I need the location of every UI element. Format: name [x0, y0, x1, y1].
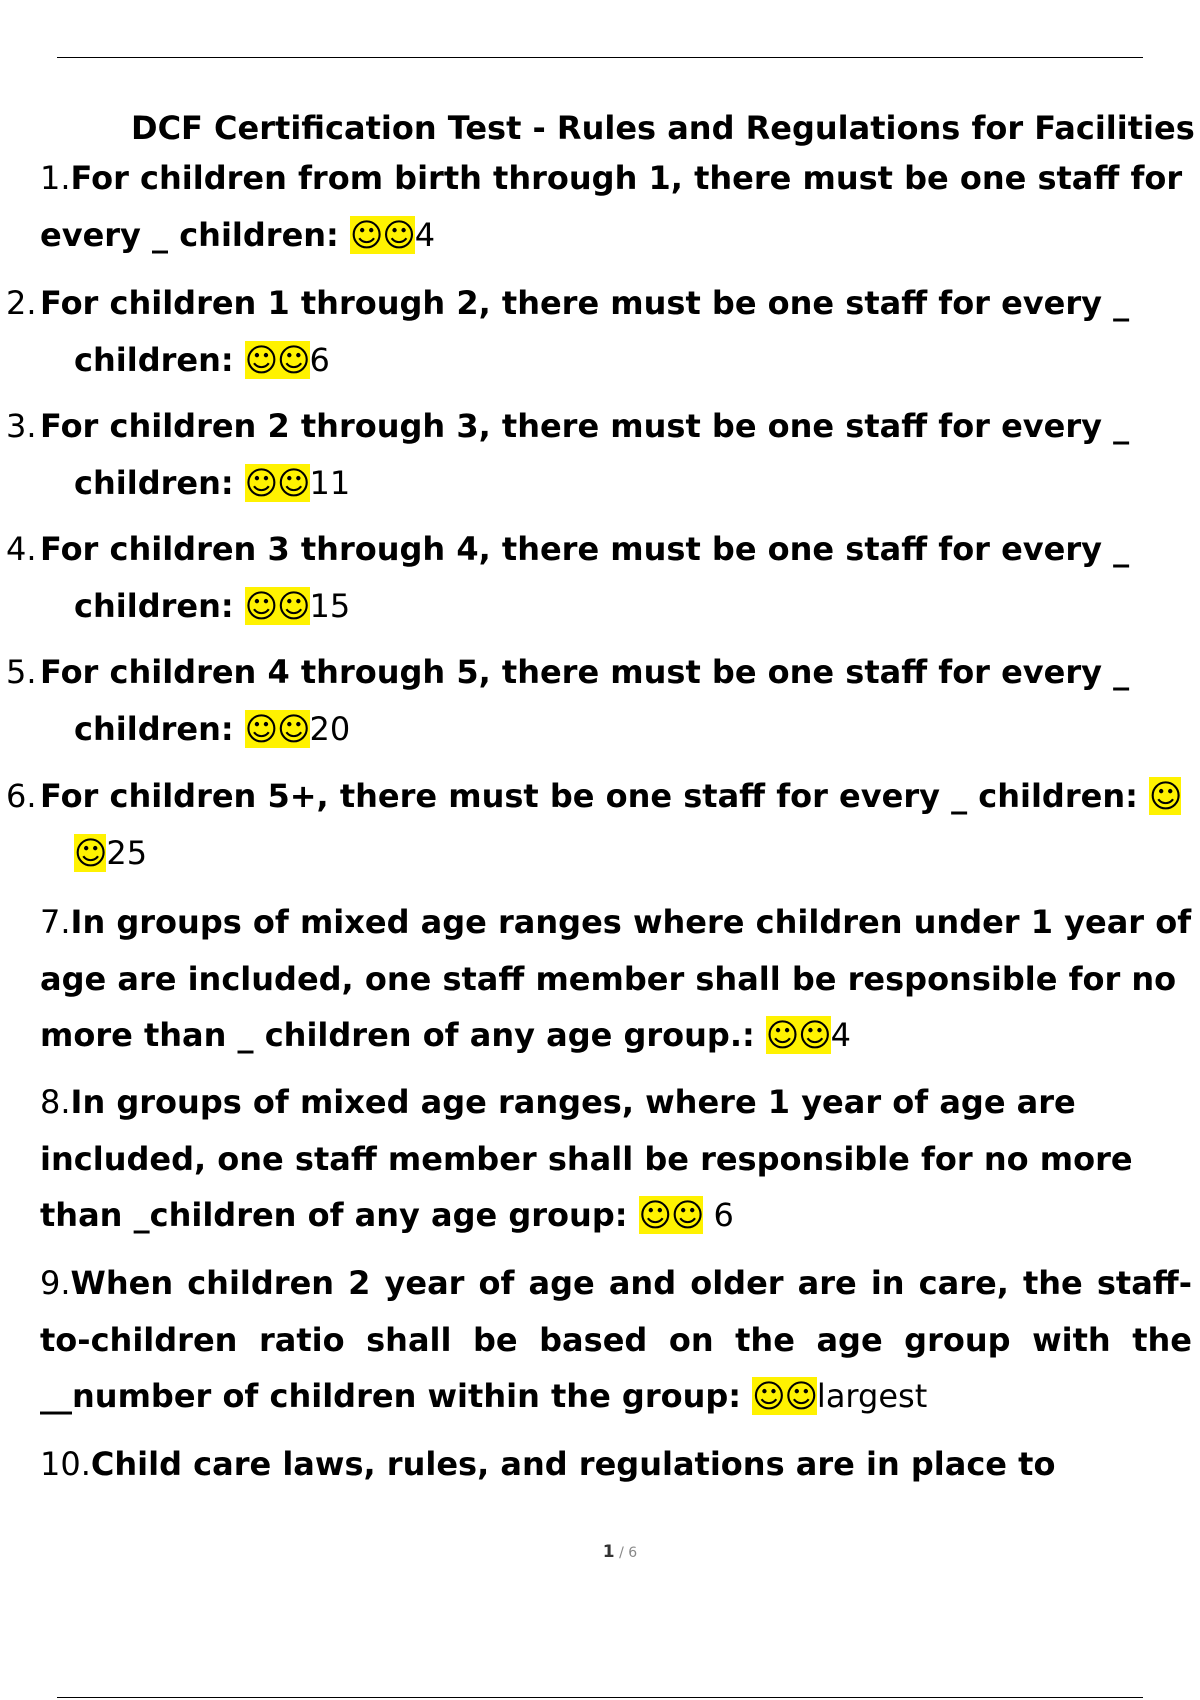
- answer-text: 4: [414, 215, 436, 254]
- answer-text: 4: [830, 1016, 851, 1054]
- page-indicator: [0, 1542, 1200, 1562]
- question-text: In groups of mixed age ranges, where 1 year of age are included, one staff member shall be responsible for no more than _children of any age group:: [40, 1083, 1133, 1234]
- question-item-9: [40, 1255, 1192, 1425]
- question-item-10: [40, 1436, 1192, 1493]
- question-number: 7.: [40, 903, 71, 941]
- question-item-5: 5. For children 4 through 5, there must be one staff for every _ children: ☺☺20: [6, 653, 1130, 748]
- answer-text: 20: [309, 709, 351, 748]
- answer-smiley-icon: ☺☺: [74, 777, 1182, 872]
- question-item-7: [40, 894, 1192, 1064]
- question-text: In groups of mixed age ranges where children under 1 year of age are included, one staff member shall be responsible for no more than _ children of any age group.:: [40, 903, 1192, 1054]
- question-text: For children 5+, there must be one staff for every _ children:: [40, 777, 1150, 815]
- answer-text: largest: [816, 1377, 928, 1415]
- answer-text: 6: [309, 340, 330, 379]
- answer-text: 6: [703, 1196, 734, 1234]
- question-text: For children 3 through 4, there must be one staff for every _ children:: [40, 530, 1130, 625]
- question-text: When children 2 year of age and older are in care, the staff-to-children ratio shall be based on the age group with the __number of children within the group:: [40, 1264, 1192, 1415]
- answer-smiley-icon: ☺☺: [349, 215, 415, 254]
- question-item-1: [40, 150, 1192, 263]
- question-number: 8.: [40, 1083, 71, 1121]
- question-text: For children 4 through 5, there must be one staff for every _ children:: [40, 653, 1130, 748]
- answer-text: 15: [309, 586, 351, 625]
- question-item-4: 4. For children 3 through 4, there must be one staff for every _ children: ☺☺15: [6, 530, 1130, 625]
- question-text: Child care laws, rules, and regulations are in place to: [90, 1445, 1056, 1483]
- question-text: For children 2 through 3, there must be one staff for every _ children:: [40, 407, 1130, 502]
- page-current: 1: [602, 1542, 615, 1562]
- answer-smiley-icon: ☺☺: [244, 586, 310, 625]
- page-total: 6: [628, 1545, 638, 1561]
- answer-smiley-icon: ☺☺: [752, 1377, 817, 1415]
- question-number: 1.: [40, 159, 71, 197]
- question-item-3: 3. For children 2 through 3, there must be one staff for every _ children: ☺☺11: [6, 407, 1130, 502]
- answer-smiley-icon: ☺☺: [765, 1016, 831, 1054]
- page-separator: /: [614, 1545, 629, 1561]
- top-rule: [57, 57, 1143, 58]
- bottom-rule: [57, 1697, 1143, 1698]
- question-item-2: 2. For children 1 through 2, there must be one staff for every _ children: ☺☺6: [6, 284, 1130, 379]
- answer-text: 11: [309, 463, 351, 502]
- answer-text: 25: [106, 833, 148, 872]
- question-number: 10.: [40, 1445, 91, 1483]
- document-title: DCF Certification Test - Rules and Regulations for Facilities: [131, 109, 1195, 147]
- question-item-8: [40, 1074, 1192, 1244]
- question-item-6: 6. For children 5+, there must be one staff for every _ children: ☺☺25: [6, 777, 1182, 872]
- question-number: 9.: [40, 1264, 71, 1302]
- answer-smiley-icon: ☺☺: [638, 1196, 704, 1234]
- question-text: For children from birth through 1, there must be one staff for every _ children:: [40, 159, 1183, 254]
- answer-smiley-icon: ☺☺: [244, 463, 310, 502]
- answer-smiley-icon: ☺☺: [244, 340, 310, 379]
- answer-smiley-icon: ☺☺: [244, 709, 310, 748]
- question-text: For children 1 through 2, there must be one staff for every _ children:: [40, 284, 1130, 379]
